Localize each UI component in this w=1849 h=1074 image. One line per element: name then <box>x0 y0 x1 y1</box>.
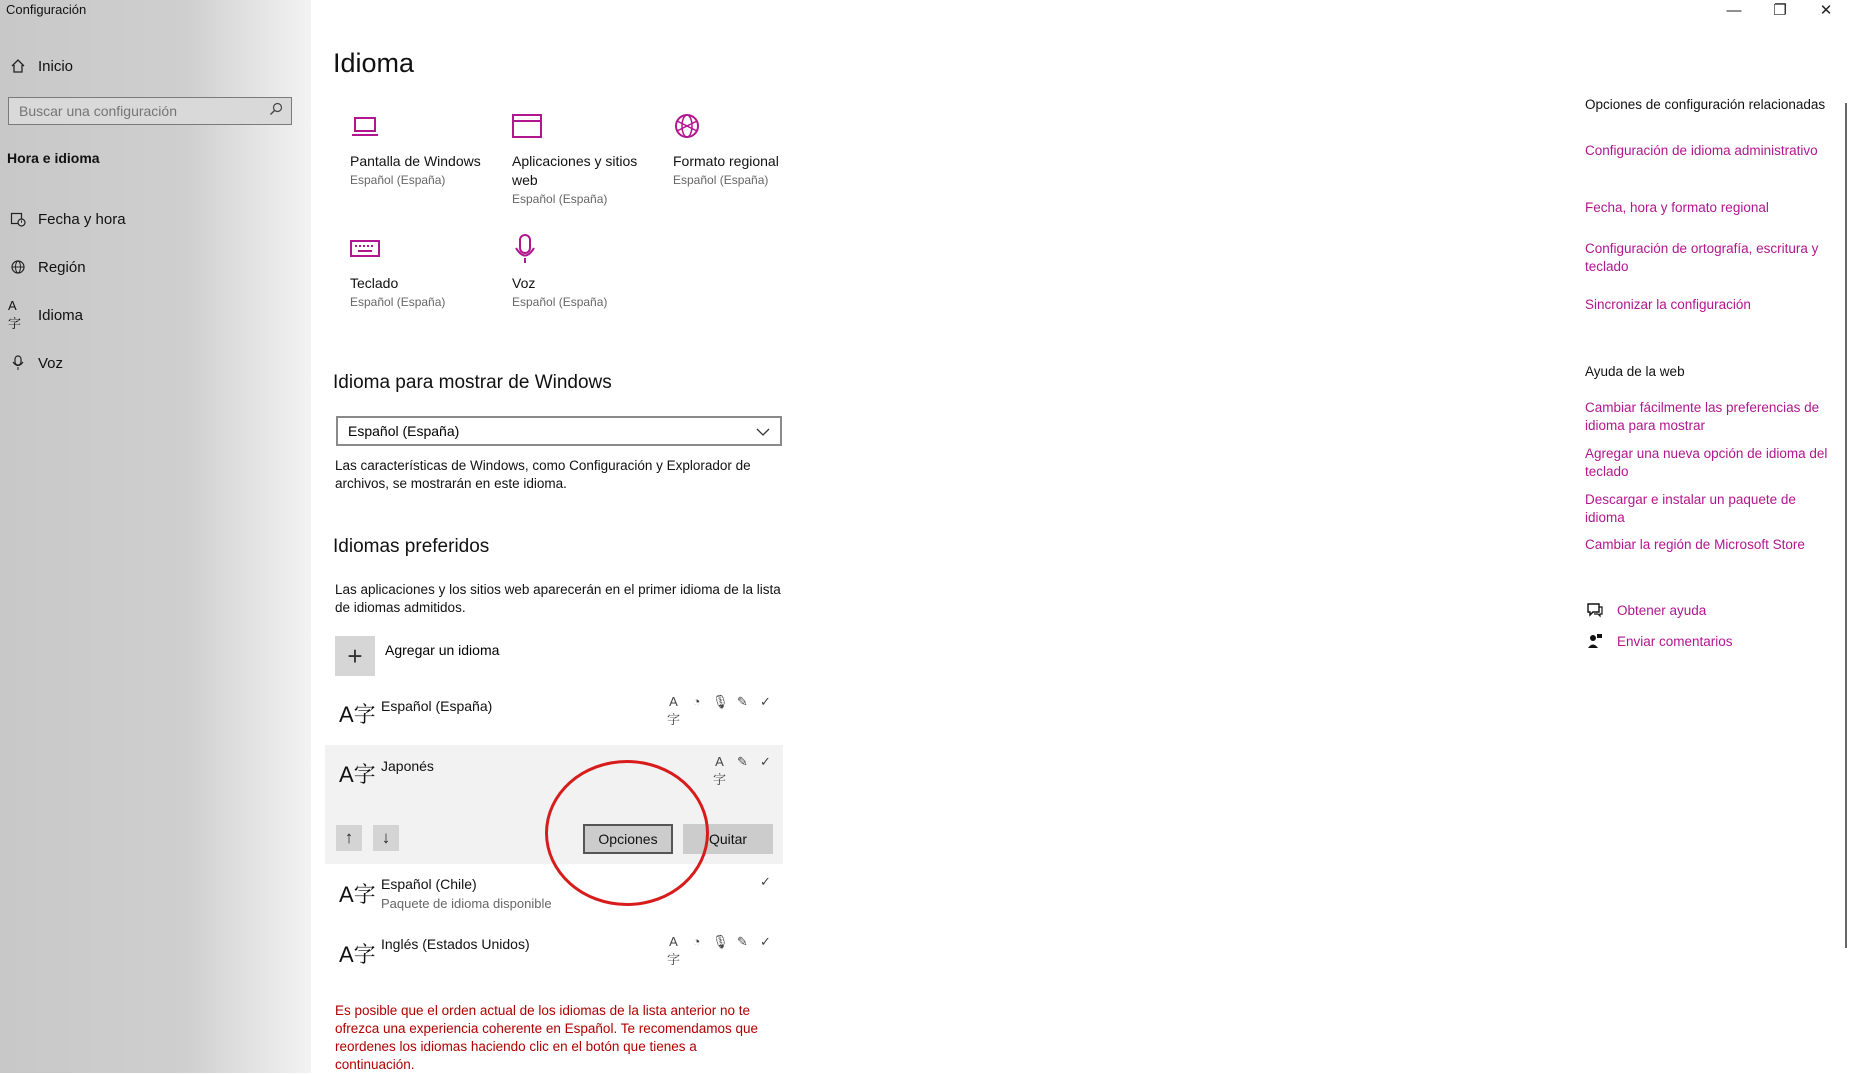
window-icon <box>512 110 672 144</box>
link-sync-settings[interactable]: Sincronizar la configuración <box>1585 297 1751 312</box>
close-button[interactable]: ✕ <box>1819 2 1833 19</box>
link-add-keyboard[interactable]: Agregar una nueva opción de idioma del teclado <box>1585 446 1828 479</box>
move-down-button[interactable] <box>373 825 399 851</box>
language-glyph-icon: A字 <box>339 702 376 727</box>
language-name: Español (Chile) <box>381 876 477 892</box>
language-glyph-icon: A字 <box>339 882 376 907</box>
regional-format-icon <box>673 110 833 144</box>
search-icon[interactable] <box>269 102 283 121</box>
speech-feature-icon: ◔ <box>692 694 701 709</box>
sidebar-item-date-time[interactable] <box>0 199 311 239</box>
link-store-region[interactable]: Cambiar la región de Microsoft Store <box>1585 537 1805 552</box>
tile-sub: Español (España) <box>350 295 446 309</box>
sidebar-item-language[interactable] <box>0 295 311 335</box>
handwriting-feature-icon: ✎ <box>737 934 748 949</box>
language-features <box>712 754 773 788</box>
display-language-feature-icon: A字 <box>666 934 680 967</box>
language-item[interactable] <box>325 870 783 926</box>
link-admin-language[interactable]: Configuración de idioma administrativo <box>1585 143 1818 158</box>
tile-sub: Español (España) <box>673 173 769 187</box>
send-feedback-link[interactable] <box>1585 633 1733 649</box>
globe-icon <box>8 259 28 275</box>
spellcheck-feature-icon: ✓ <box>760 754 771 769</box>
language-order-warning: Es posible que el orden actual de los idiomas de la lista anterior no te ofrezca una experiencia coherente en Español. Te recomendamos que reordenes los idiomas haciendo clic en el botón que tienes a continuación. <box>335 1003 759 1072</box>
microphone-icon <box>512 232 672 266</box>
handwriting-feature-icon: ✎ <box>737 694 748 709</box>
speech-feature-icon: ◔ <box>692 934 701 949</box>
dropdown-value: Español (España) <box>348 423 460 439</box>
language-item[interactable] <box>325 690 783 744</box>
sidebar-section-title: Hora e idioma <box>7 150 100 166</box>
preferred-languages-description: Las aplicaciones y los sitios web aparecerán en el primer idioma de la lista de idiomas admitidos. <box>335 582 781 615</box>
search-box[interactable] <box>8 97 292 125</box>
display-language-feature-icon: A字 <box>666 694 680 727</box>
language-item[interactable] <box>325 750 783 804</box>
tile-sub: Español (España) <box>512 192 608 206</box>
home-icon <box>8 58 28 74</box>
spellcheck-feature-icon: ✓ <box>760 694 771 709</box>
tile-label: Voz <box>512 275 536 291</box>
tile-voice[interactable] <box>512 232 672 309</box>
add-language-button[interactable] <box>335 636 499 676</box>
get-help-label: Obtener ayuda <box>1617 602 1707 618</box>
arrow-down-icon: ↓ <box>381 828 391 847</box>
microphone-feature-icon: 🎙 <box>712 694 729 709</box>
language-icon: A字 <box>8 298 22 331</box>
web-help-heading: Ayuda de la web <box>1585 364 1685 379</box>
language-features <box>666 934 773 968</box>
tile-label: Pantalla de Windows <box>350 153 481 169</box>
get-help-link[interactable] <box>1585 602 1706 618</box>
chat-help-icon <box>1585 602 1605 618</box>
spellcheck-feature-icon: ✓ <box>760 874 771 889</box>
language-features <box>758 874 773 890</box>
plus-icon: + <box>335 636 375 676</box>
tile-sub: Español (España) <box>350 173 446 187</box>
display-language-dropdown[interactable] <box>336 416 782 446</box>
page-title: Idioma <box>333 48 415 78</box>
sidebar-item-label: Inicio <box>38 57 74 75</box>
tile-keyboard[interactable] <box>350 232 510 309</box>
display-language-heading: Idioma para mostrar de Windows <box>333 372 612 393</box>
handwriting-feature-icon: ✎ <box>737 754 748 769</box>
sidebar-item-region[interactable] <box>0 247 311 287</box>
related-settings-heading: Opciones de configuración relacionadas <box>1585 97 1826 112</box>
language-name: Español (España) <box>381 698 493 714</box>
link-download-language-pack[interactable]: Descargar e instalar un paquete de idioma <box>1585 492 1796 525</box>
tile-sub: Español (España) <box>512 295 608 309</box>
preferred-languages-heading: Idiomas preferidos <box>333 536 490 557</box>
send-feedback-label: Enviar comentarios <box>1617 633 1733 649</box>
arrow-up-icon: ↑ <box>344 828 354 847</box>
search-input[interactable] <box>17 102 241 120</box>
link-date-time-region[interactable]: Fecha, hora y formato regional <box>1585 200 1769 215</box>
tile-regional-format[interactable] <box>673 110 833 187</box>
language-name: Inglés (Estados Unidos) <box>381 936 530 952</box>
language-name: Japonés <box>381 758 434 774</box>
chevron-down-icon <box>756 423 770 439</box>
spellcheck-feature-icon: ✓ <box>760 934 771 949</box>
calendar-clock-icon <box>8 211 28 227</box>
add-language-label: Agregar un idioma <box>385 642 500 658</box>
sidebar-item-label: Idioma <box>38 306 84 324</box>
scrollbar[interactable] <box>1845 103 1847 948</box>
feedback-icon <box>1585 633 1605 649</box>
tile-label: Formato regional <box>673 153 779 169</box>
language-features <box>666 694 773 728</box>
tile-label: Aplicaciones y sitios web <box>512 153 638 188</box>
tile-windows-display[interactable] <box>350 110 510 187</box>
sidebar-item-home[interactable] <box>0 46 311 86</box>
tile-apps-websites[interactable] <box>512 110 672 206</box>
display-language-feature-icon: A字 <box>712 754 726 787</box>
language-glyph-icon: A字 <box>339 762 376 787</box>
sidebar-item-label: Voz <box>38 354 64 372</box>
microphone-feature-icon: 🎙 <box>712 934 729 949</box>
keyboard-icon <box>350 232 510 266</box>
highlight-circle <box>545 760 709 906</box>
link-spelling-typing-keyboard[interactable]: Configuración de ortografía, escritura y teclado <box>1585 241 1819 274</box>
move-up-button[interactable] <box>336 825 362 851</box>
link-change-display-language[interactable]: Cambiar fácilmente las preferencias de idioma para mostrar <box>1585 400 1820 433</box>
language-item[interactable] <box>325 930 783 984</box>
language-glyph-icon: A字 <box>339 942 376 967</box>
app-title: Configuración <box>6 2 87 17</box>
display-language-description: Las características de Windows, como Configuración y Explorador de archivos, se mostrarán en este idioma. <box>335 458 751 491</box>
remove-button[interactable]: Quitar <box>683 824 773 854</box>
minimize-button[interactable]: — <box>1726 1 1742 19</box>
tile-label: Teclado <box>350 275 399 291</box>
sidebar <box>0 0 311 1073</box>
language-status: Paquete de idioma disponible <box>381 896 552 911</box>
options-button[interactable]: Opciones <box>583 824 673 854</box>
microphone-icon <box>8 355 28 371</box>
restore-button[interactable]: ❐ <box>1773 2 1787 19</box>
sidebar-item-label: Fecha y hora <box>38 210 126 228</box>
laptop-icon <box>350 110 510 144</box>
sidebar-item-label: Región <box>38 258 86 276</box>
sidebar-item-voice[interactable] <box>0 343 311 383</box>
